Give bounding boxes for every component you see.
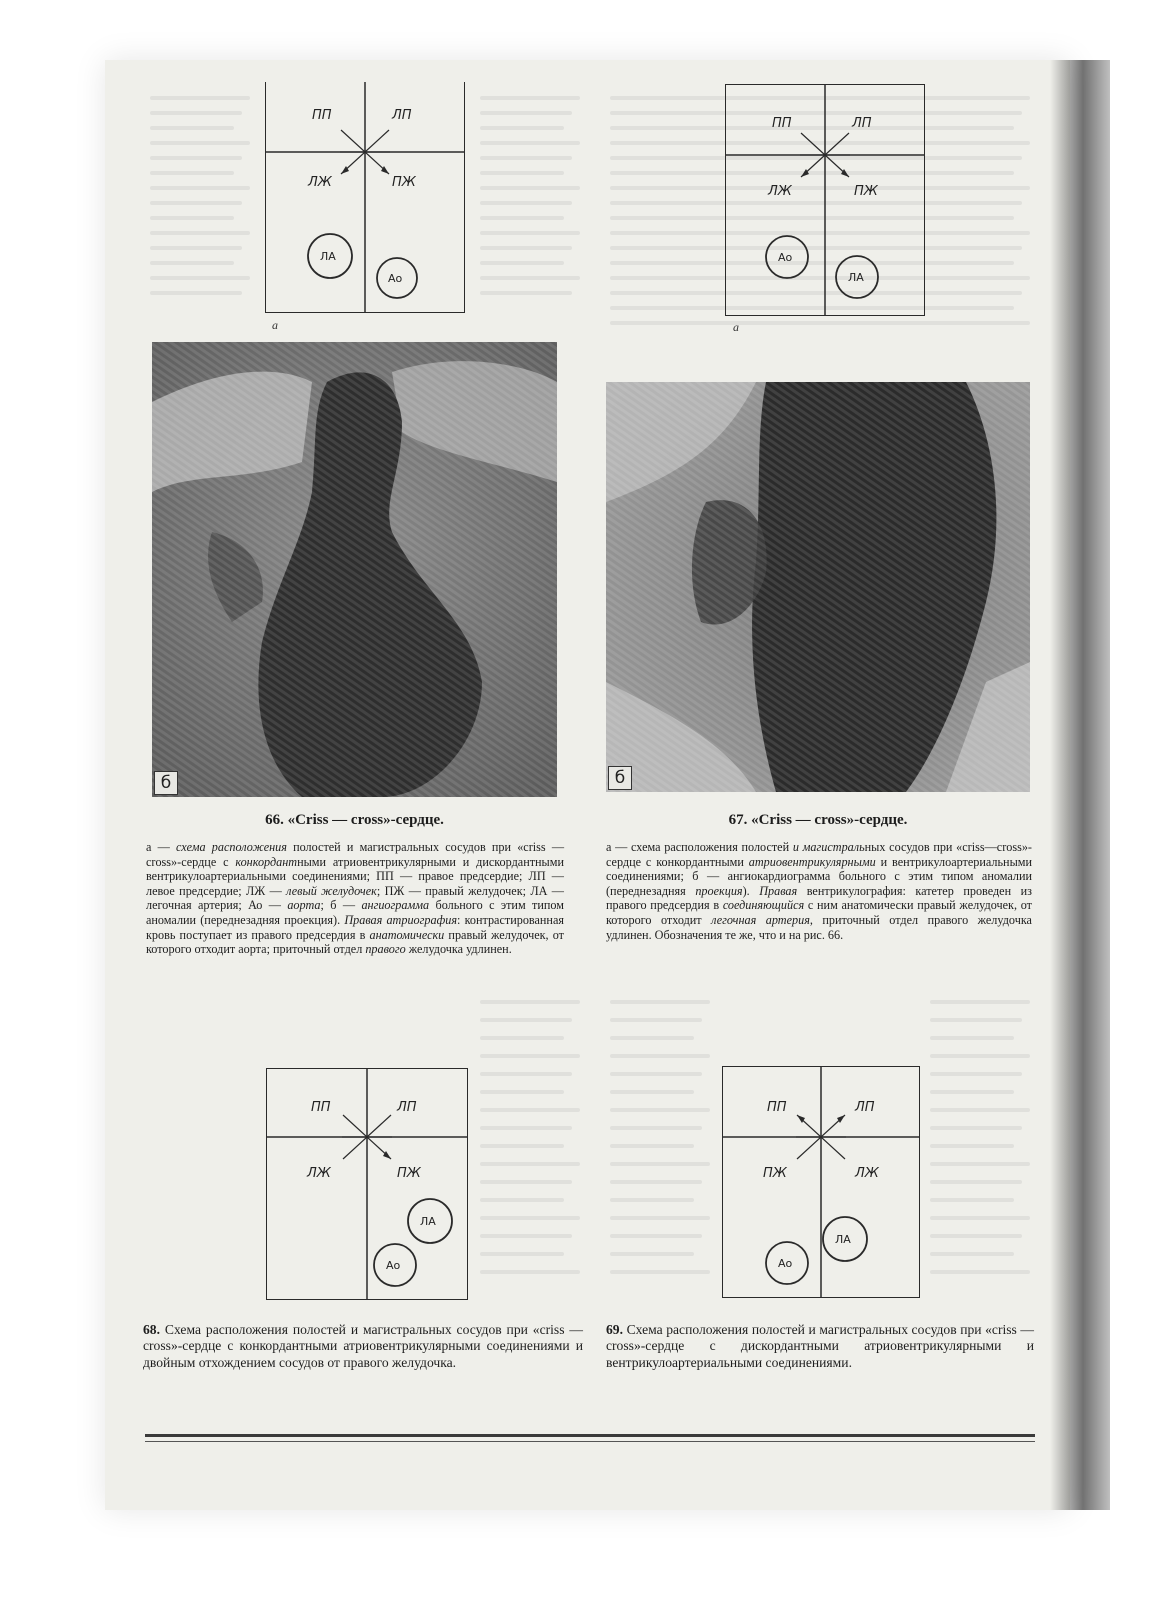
- ghost-line: [480, 231, 580, 235]
- ghost-line: [480, 156, 572, 160]
- ghost-line: [480, 216, 564, 220]
- ghost-line: [150, 201, 242, 205]
- label-ao: Ао: [388, 272, 403, 285]
- ghost-line: [480, 201, 572, 205]
- label-la: ЛА: [835, 1233, 851, 1246]
- caption-run: а —: [146, 840, 176, 854]
- fig68-caption: [143, 1322, 583, 1371]
- ghost-line: [480, 1270, 580, 1274]
- ghost-line: [610, 1180, 702, 1184]
- ghost-line: [150, 231, 250, 235]
- ghost-line: [930, 1234, 1022, 1238]
- label-pp: ПП: [767, 1100, 787, 1115]
- caption-run: , приточный отдел правого желудочка удлинен. Обозначения те же, что и на рис. 66.: [606, 912, 1032, 942]
- caption-run: а — схема расположения полостей: [606, 840, 793, 854]
- ghost-line: [610, 1270, 710, 1274]
- ghost-line: [930, 1072, 1022, 1076]
- ghost-line: [480, 1216, 580, 1220]
- caption-run: и магистраль: [792, 840, 865, 854]
- label-la: ЛА: [320, 250, 336, 263]
- fig68-caption-text: Схема расположения полостей и магистральных сосудов при «criss — cross»-сердце с конкордантными атриовентрикулярными соединениями и двойным отхождением сосудов от правого желудочка.: [143, 1322, 583, 1370]
- label-lp: ЛП: [852, 116, 872, 131]
- label-ao: Ао: [778, 1257, 793, 1270]
- ghost-line: [610, 1090, 694, 1094]
- ghost-line: [480, 1126, 572, 1130]
- ghost-line: [930, 1144, 1014, 1148]
- ghost-line: [610, 1234, 702, 1238]
- label-lzh: ЛЖ: [307, 1166, 331, 1181]
- caption-run: правый желудочек, от которого отходит аорта; приточный отдел: [146, 927, 564, 957]
- ghost-line: [930, 1090, 1014, 1094]
- ghost-line: [930, 1216, 1030, 1220]
- ghost-line: [610, 1072, 702, 1076]
- ghost-line: [480, 1072, 572, 1076]
- ghost-line: [610, 1198, 694, 1202]
- ghost-line: [480, 276, 580, 280]
- ghost-line: [610, 1000, 710, 1004]
- caption-run: полостей и магистральных сосудов при «criss — cross»-сердце с: [146, 840, 565, 869]
- ghost-line: [480, 1090, 564, 1094]
- fig67-angiogram: [606, 382, 1030, 792]
- ghost-line: [480, 141, 580, 145]
- caption-run: ; б —: [320, 898, 362, 913]
- caption-run: : контрастированная кровь поступает из правого предсердия в: [146, 912, 564, 942]
- fig67-number: 67.: [728, 812, 748, 828]
- fig67-scheme: [725, 84, 925, 316]
- ghost-line: [150, 186, 250, 190]
- ghost-line: [930, 1000, 1030, 1004]
- caption-run: схема расположения: [175, 840, 287, 854]
- fig69-number: 69.: [606, 1322, 623, 1337]
- ghost-line: [930, 1162, 1030, 1166]
- ghost-line: [480, 1234, 572, 1238]
- fig67-title: [606, 812, 1030, 829]
- fig67-sub-b: б: [608, 766, 632, 790]
- ghost-line: [610, 1108, 710, 1112]
- ghost-line: [930, 1108, 1030, 1112]
- fig66-sub-a: а: [272, 318, 278, 332]
- ghost-line: [610, 1036, 694, 1040]
- ghost-line: [150, 141, 250, 145]
- caption-run: ).: [742, 883, 760, 898]
- caption-run: левый желудочек: [286, 883, 377, 898]
- label-pzh: ПЖ: [397, 1166, 421, 1181]
- ghost-line: [610, 321, 1030, 325]
- caption-run: правого: [365, 942, 406, 957]
- ghost-line: [150, 156, 242, 160]
- label-lp: ЛП: [392, 108, 412, 123]
- ghost-line: [610, 1018, 702, 1022]
- ghost-line: [480, 1054, 580, 1058]
- caption-run: и вентрикулоартериальными соединениями; б — ангиокардиограмма больного с этим типом аномалии (переднезадняя: [606, 854, 1032, 898]
- ghost-line: [150, 111, 242, 115]
- caption-run: с ним анатомически правый желудочек, от которого отходит: [606, 898, 1032, 927]
- label-la: ЛА: [848, 271, 864, 284]
- ghost-line: [150, 96, 250, 100]
- ghost-line: [150, 261, 234, 265]
- caption-run: легочная артерия: [711, 912, 810, 927]
- ghost-line: [480, 1000, 580, 1004]
- label-pzh: ПЖ: [392, 175, 416, 190]
- caption-run: анатомически: [369, 927, 445, 942]
- fig66-sub-b: б: [154, 771, 178, 795]
- ghost-line: [480, 1252, 564, 1256]
- label-lzh: ЛЖ: [768, 184, 792, 199]
- ghost-line: [610, 1162, 710, 1166]
- ghost-line: [610, 1054, 710, 1058]
- label-pp: ПП: [772, 116, 792, 131]
- label-ao: Ао: [778, 251, 793, 264]
- ghost-line: [480, 1108, 580, 1112]
- label-pp: ПП: [312, 108, 332, 123]
- caption-run: ными атриовентрикулярными и дискордантными вентрикулоартериальными соединениями; ПП — правое предсердие; ЛП — левое предсердие; ЛЖ —: [146, 854, 564, 898]
- fig66-scheme: [265, 82, 465, 313]
- label-lp: ЛП: [397, 1100, 417, 1115]
- ghost-line: [480, 171, 564, 175]
- ghost-line: [610, 1144, 694, 1148]
- ghost-line: [930, 1270, 1030, 1274]
- label-pzh: ПЖ: [763, 1166, 787, 1181]
- ghost-line: [930, 1198, 1014, 1202]
- fig69-caption: [606, 1322, 1034, 1371]
- caption-run: вентрикулография: катетер проведен из правого предсердия в: [606, 883, 1032, 913]
- ghost-line: [480, 1198, 564, 1202]
- ghost-line: [610, 1126, 702, 1130]
- fig66-number: 66.: [265, 812, 284, 828]
- ghost-line: [150, 171, 234, 175]
- ghost-line: [150, 216, 234, 220]
- fig66-caption-text: [146, 840, 564, 957]
- ghost-line: [930, 1018, 1022, 1022]
- fig68-number: 68.: [143, 1322, 160, 1337]
- bottom-rule-thin: [145, 1441, 1035, 1442]
- fig66-title: [152, 812, 557, 829]
- ghost-line: [480, 1144, 564, 1148]
- ghost-line: [480, 1036, 564, 1040]
- ghost-line: [150, 246, 242, 250]
- caption-run: Правая: [759, 883, 798, 898]
- caption-run: желудочка удлинен.: [405, 942, 512, 957]
- ghost-line: [930, 1180, 1022, 1184]
- ghost-line: [480, 246, 572, 250]
- ghost-line: [480, 291, 572, 295]
- caption-run: ангиограмма: [361, 898, 430, 913]
- label-lzh: ЛЖ: [308, 175, 332, 190]
- ghost-line: [480, 1180, 572, 1184]
- ghost-line: [480, 96, 580, 100]
- ghost-line: [480, 1018, 572, 1022]
- fig69-scheme: [722, 1066, 920, 1298]
- label-lp: ЛП: [855, 1100, 875, 1115]
- ghost-line: [150, 126, 234, 130]
- caption-run: проекция: [695, 883, 743, 898]
- ghost-line: [150, 291, 242, 295]
- ghost-line: [480, 261, 564, 265]
- ghost-line: [930, 1054, 1030, 1058]
- caption-run: Правая атриография: [344, 912, 457, 927]
- ghost-line: [480, 1162, 580, 1166]
- fig69-caption-text: Схема расположения полостей и магистральных сосудов при «criss — cross»-сердце с дискордантными атриовентрикулярными и вентрикулоартериальными соединениями.: [606, 1322, 1034, 1370]
- fig68-scheme: [266, 1068, 468, 1300]
- fig67-caption-text: [606, 840, 1032, 942]
- caption-run: атриовентрикулярными: [748, 854, 876, 869]
- caption-run: аорта: [287, 898, 321, 913]
- fig66-caption: [146, 840, 564, 957]
- label-la: ЛА: [420, 1215, 436, 1228]
- ghost-line: [930, 1252, 1014, 1256]
- label-ao: Ао: [386, 1259, 401, 1272]
- ghost-line: [480, 111, 572, 115]
- label-pzh: ПЖ: [854, 184, 878, 199]
- caption-run: ных сосудов при «criss—cross»-сердце с конкордантными: [606, 840, 1032, 869]
- ghost-line: [610, 1216, 710, 1220]
- caption-run: больного с этим типом аномалии (переднезадняя проекция).: [146, 898, 564, 927]
- label-lzh: ЛЖ: [855, 1166, 879, 1181]
- label-pp: ПП: [311, 1100, 331, 1115]
- fig66-heading: «Criss — cross»-сердце.: [287, 812, 444, 828]
- ghost-line: [930, 1036, 1014, 1040]
- fig67-sub-a: а: [733, 320, 739, 334]
- ghost-line: [150, 276, 250, 280]
- caption-run: конкордант: [235, 854, 298, 869]
- fig66-angiogram: [152, 342, 557, 797]
- ghost-line: [610, 1252, 694, 1256]
- bottom-rule: [145, 1434, 1035, 1437]
- page-gutter-shadow: [1050, 60, 1110, 1510]
- caption-run: соединяющийся: [722, 898, 805, 913]
- fig67-heading: «Criss — cross»-сердце.: [751, 812, 908, 828]
- ghost-line: [480, 186, 580, 190]
- caption-run: ; ПЖ — правый желудочек; ЛА — легочная артерия; Ао —: [146, 883, 564, 913]
- ghost-line: [930, 1126, 1022, 1130]
- fig67-caption: [606, 840, 1032, 942]
- ghost-line: [480, 126, 564, 130]
